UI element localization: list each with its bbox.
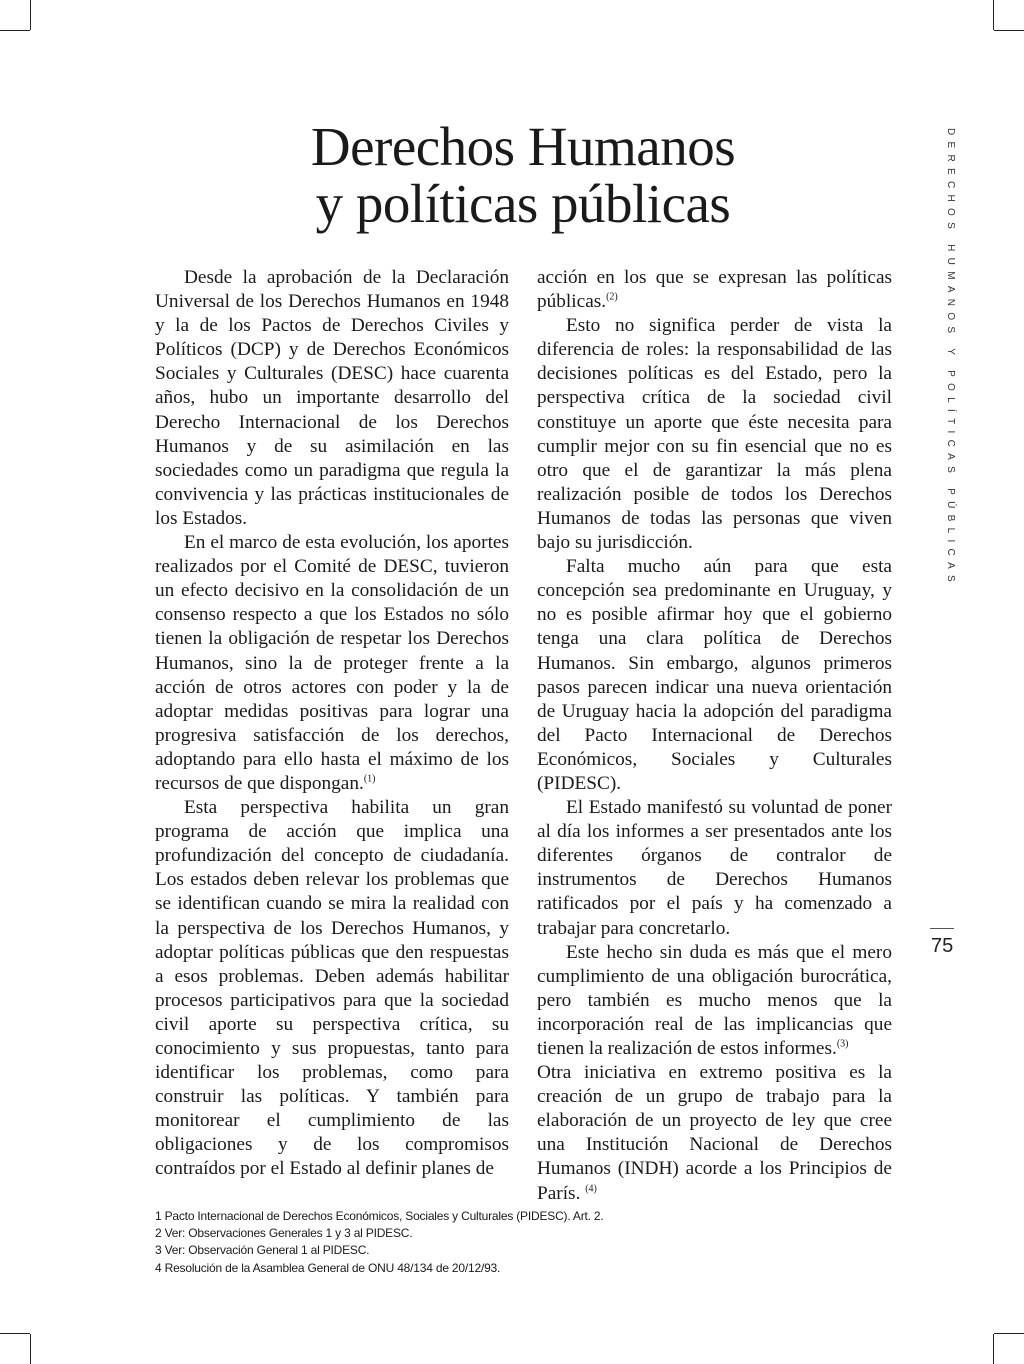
right-paragraph-1 (537, 266, 892, 314)
title-line-1: Derechos Humanos (310, 116, 736, 177)
footnote-3: 3 Ver: Observación General 1 al PIDESC. (155, 1243, 370, 1258)
crop-mark-bottom-left-v (30, 1334, 31, 1364)
crop-mark-bottom-right-h (994, 1333, 1024, 1334)
footnote-1: 1 Pacto Internacional de Derechos Económicos, Sociales y Culturales (PIDESC). Art. 2. (155, 1209, 604, 1223)
left-paragraph-1: Desde la aprobación de la Declaración Universal de los Derechos Humanos en 1948 y la de los Pactos de Derechos Civiles y Políticos (DCP) y de Derechos Económicos Sociales y Culturales (DESC) hace cuarenta años, hubo un importante desarrollo del Derecho Internacional de los Derechos Humanos y de su asimilación en las sociedades como un paradigma que regula la convivencia y las prácticas institucionales de los Estados. (155, 267, 509, 529)
page-number-rule (930, 928, 954, 929)
right-paragraph-5-text: Este hecho sin duda es más que el mero cumplimiento de una obligación burocrática, pero también es mucho menos que la incorporación real de las implicancias que tienen la realización de estos informes. (537, 941, 892, 1059)
footnote-4: 4 Resolución de la Asamblea General de ONU 48/134 de 20/12/93. (155, 1260, 501, 1275)
crop-mark-top-left-h (0, 30, 30, 31)
right-paragraph-6-text: Otra iniciativa en extremo positiva es la creación de un grupo de trabajo para la elaboración de un proyecto de ley que cree una Institución Nacional de Derechos Humanos (INDH) acorde a los Principios de París. (537, 1062, 892, 1204)
footnote-ref-2: (2) (606, 291, 618, 303)
right-paragraph-1-text: acción en los que se expresan las políticas públicas. (537, 267, 892, 313)
left-paragraph-2-text: En el marco de esta evolución, los aportes realizados por el Comité de DESC, tuvieron un efecto decisivo en la consolidación de un consenso respecto a que los Estados no sólo tienen la obligación de respetar los Derechos Humanos, sino la de proteger frente a la acción de otros actores con poder y la de adoptar medidas positivas para lograr una progresiva satisfacción de los derechos, adoptando para ello hasta el máximo de los recursos de que dispongan. (155, 532, 509, 794)
crop-mark-top-right-h (994, 30, 1024, 31)
crop-mark-bottom-right-v (993, 1334, 994, 1364)
footnotes (155, 1208, 855, 1277)
footnote-ref-4: (4) (585, 1183, 597, 1195)
right-paragraph-2: Esto no significa perder de vista la diferencia de roles: la responsabilidad de las decisiones políticas es del Estado, pero la perspectiva crítica de la sociedad civil constituye un aporte que éste necesita para cumplir mejor con su fin esencial que no es otro que el de garantizar la más plena realización posible de todos los Derechos Humanos de todas las personas que viven bajo su jurisdicción. (537, 315, 892, 554)
running-head: DERECHOS HUMANOS Y POLÍTICAS PÚBLICAS (945, 128, 956, 589)
footnote-ref-3: (3) (836, 1038, 849, 1050)
left-paragraph-2 (155, 531, 509, 796)
crop-mark-top-right-v (993, 0, 994, 30)
crop-mark-top-left-v (30, 0, 31, 30)
left-column (155, 266, 509, 1182)
page-number: 75 (931, 935, 954, 957)
footnote-2: 2 Ver: Observaciones Generales 1 y 3 al PIDESC. (155, 1226, 413, 1241)
crop-mark-bottom-left-h (0, 1333, 30, 1334)
footnote-ref-1: (1) (363, 773, 376, 785)
left-paragraph-3: Esta perspectiva habilita un gran programa de acción que implica una profundización del concepto de ciudadanía. Los estados deben relevar los problemas que se identifican cuando se mira la realidad con la perspectiva de los Derechos Humanos, y adoptar políticas públicas que den respuestas a esos problemas. Deben además habilitar procesos participativos para que la sociedad civil aporte su perspectiva crítica, su conocimiento y sus propuestas, tanto para identificar los problemas, como para construir las políticas. Y también para monitorear el cumplimiento de las obligaciones y de los compromisos contraídos por el Estado al definir planes de (155, 797, 509, 1180)
page-title (170, 118, 876, 232)
right-column (537, 266, 892, 1206)
right-paragraph-6 (537, 1061, 892, 1206)
right-paragraph-3: Falta mucho aún para que esta concepción sea predominante en Uruguay, y no es posible afirmar hoy que el gobierno tenga una clara política de Derechos Humanos. Sin embargo, algunos primeros pasos parecen indicar una nueva orientación de Uruguay hacia la adopción del paradigma del Pacto Internacional de Derechos Económicos, Sociales y Culturales (PIDESC). (537, 556, 892, 794)
right-paragraph-5 (537, 941, 892, 1061)
title-line-2: y políticas públicas (315, 173, 731, 234)
right-paragraph-4: El Estado manifestó su voluntad de poner al día los informes a ser presentados ante los diferentes órganos de contralor de instrumentos de Derechos Humanos ratificados por el país y ha comenzado a trabajar para concretarlo. (537, 797, 892, 939)
